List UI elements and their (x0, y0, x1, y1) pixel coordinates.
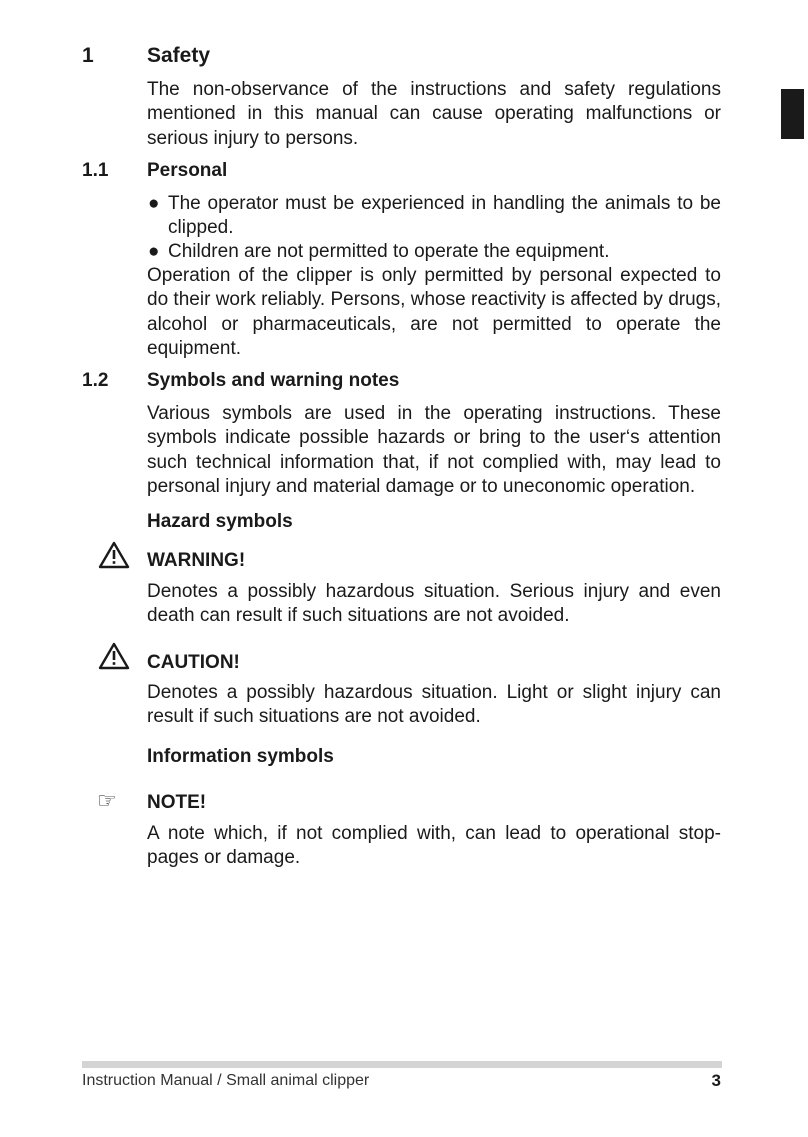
bullet-dot-icon: ● (148, 241, 160, 262)
subsection-title-personal: Personal (147, 160, 228, 181)
section-number: 1 (82, 44, 94, 67)
note-label: NOTE! (147, 792, 207, 813)
section-title: Safety (147, 44, 211, 67)
list-item: ● Children are not permitted to operate the equipment. (147, 240, 721, 264)
section-intro: The non-observance of the instructions and safety regulations mentioned in this manual can cause operating malfunctions or serious injury to persons. (147, 79, 721, 149)
page-number: 3 (711, 1071, 721, 1090)
warning-triangle-icon (98, 540, 130, 570)
symbols-intro: Various symbols are used in the operating instructions. These symbols indicate possible hazards or bring to the user‘s attention such technical information that, if not complied with, may lead to personal injury and material damage or to uneconomic operation. (147, 403, 721, 497)
information-symbols-heading: Information symbols (147, 746, 334, 767)
warning-triangle-icon (98, 641, 130, 671)
personal-paragraph: Operation of the clipper is only permitted by personal expected to do their work reliably. Persons, whose reactivity is affected by drugs, alcohol or pharmaceuticals, are not permitted to operate the equipment. (147, 265, 721, 359)
subsection-number-symbols: 1.2 (82, 370, 109, 391)
section-tab-marker (781, 89, 804, 139)
list-item: ● The operator must be experienced in handling the animals to be clipped. (148, 193, 721, 239)
caution-text: Denotes a possibly hazardous situation. Light or slight injury can result if such situations are not avoided. (147, 682, 721, 728)
pointing-hand-icon: ☞ (97, 788, 117, 813)
hazard-symbols-heading: Hazard symbols (147, 511, 293, 532)
warning-label: WARNING! (147, 550, 246, 571)
footer-title: Instruction Manual / Small animal clipper (82, 1072, 370, 1089)
subsection-title-symbols: Symbols and warning notes (147, 370, 400, 391)
footer-rule (82, 1061, 722, 1068)
note-text: A note which, if not complied with, can lead to operational stop-pages or damage. (147, 823, 721, 869)
bullet-dot-icon: ● (148, 193, 160, 214)
subsection-number-personal: 1.1 (82, 160, 109, 181)
caution-label: CAUTION! (147, 652, 240, 673)
warning-text: Denotes a possibly hazardous situation. Serious injury and even death can result if such situations are not avoided. (147, 581, 721, 627)
